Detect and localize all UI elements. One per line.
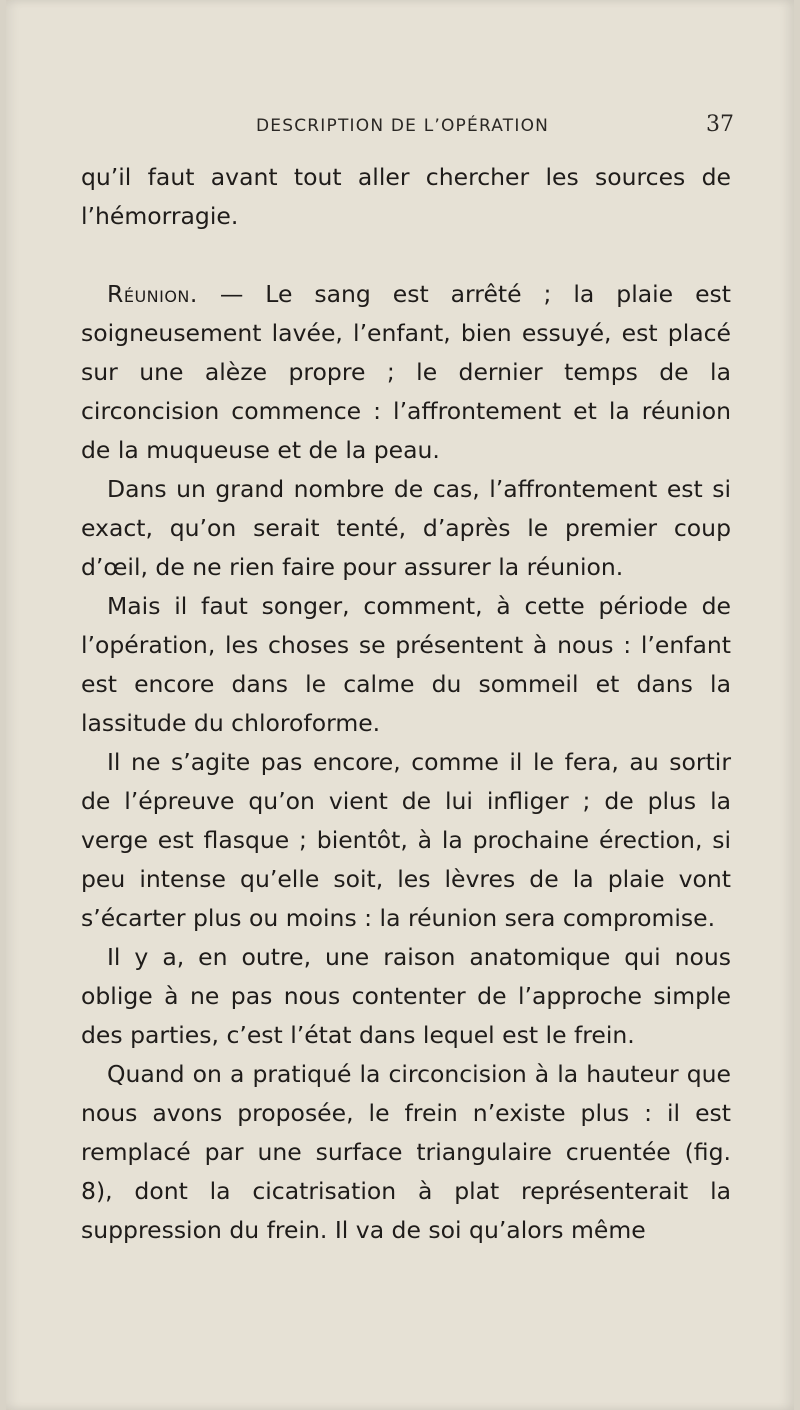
- paragraph-3: Dans un grand nombre de cas, l’affrontement est si exact, qu’on serait tenté, d’après le premier coup d’œil, de ne rien faire pour assurer la réunion.: [81, 475, 731, 581]
- paragraph-1: qu’il faut avant tout aller chercher les sources de l’hémorragie.: [81, 163, 731, 230]
- paragraph-reunion: [81, 275, 731, 470]
- paragraph-reunion-text: — Le sang est arrêté ; la plaie est soigneusement lavée, l’enfant, bien essuyé, est placé sur une alèze propre ; le dernier temps de la circoncision commence : l’affrontement et la réunion de la muqueuse et de la peau.: [81, 280, 731, 464]
- page-header: [6, 112, 794, 146]
- paragraph-5: Il ne s’agite pas encore, comme il le fera, au sortir de l’épreuve qu’on vient de lui infliger ; de plus la verge est flasque ; bientôt, à la prochaine érection, si peu intense qu’elle soit, les lèvres de la plaie vont s’écarter plus ou moins : la réunion sera compromise.: [81, 748, 731, 932]
- body-text: [81, 158, 731, 1250]
- paragraph-gap: [81, 236, 731, 275]
- paragraph-6: Il y a, en outre, une raison anatomique qui nous oblige à ne pas nous contenter de l’approche simple des parties, c’est l’état dans lequel est le frein.: [81, 943, 731, 1049]
- paragraph-7: Quand on a pratiqué la circoncision à la hauteur que nous avons proposée, le frein n’existe plus : il est remplacé par une surface triangulaire cruentée (fig. 8), dont la cicatrisation à plat représenterait la suppression du frein. Il va de soi qu’alors même: [81, 1060, 731, 1244]
- page-number: 37: [706, 112, 734, 137]
- running-title: DESCRIPTION DE L’OPÉRATION: [256, 116, 550, 136]
- paragraph-4: Mais il faut songer, comment, à cette période de l’opération, les choses se présentent à nous : l’enfant est encore dans le calme du sommeil et dans la lassitude du chloroforme.: [81, 592, 731, 737]
- section-heading: Réunion.: [107, 280, 198, 308]
- book-page: [6, 0, 794, 1410]
